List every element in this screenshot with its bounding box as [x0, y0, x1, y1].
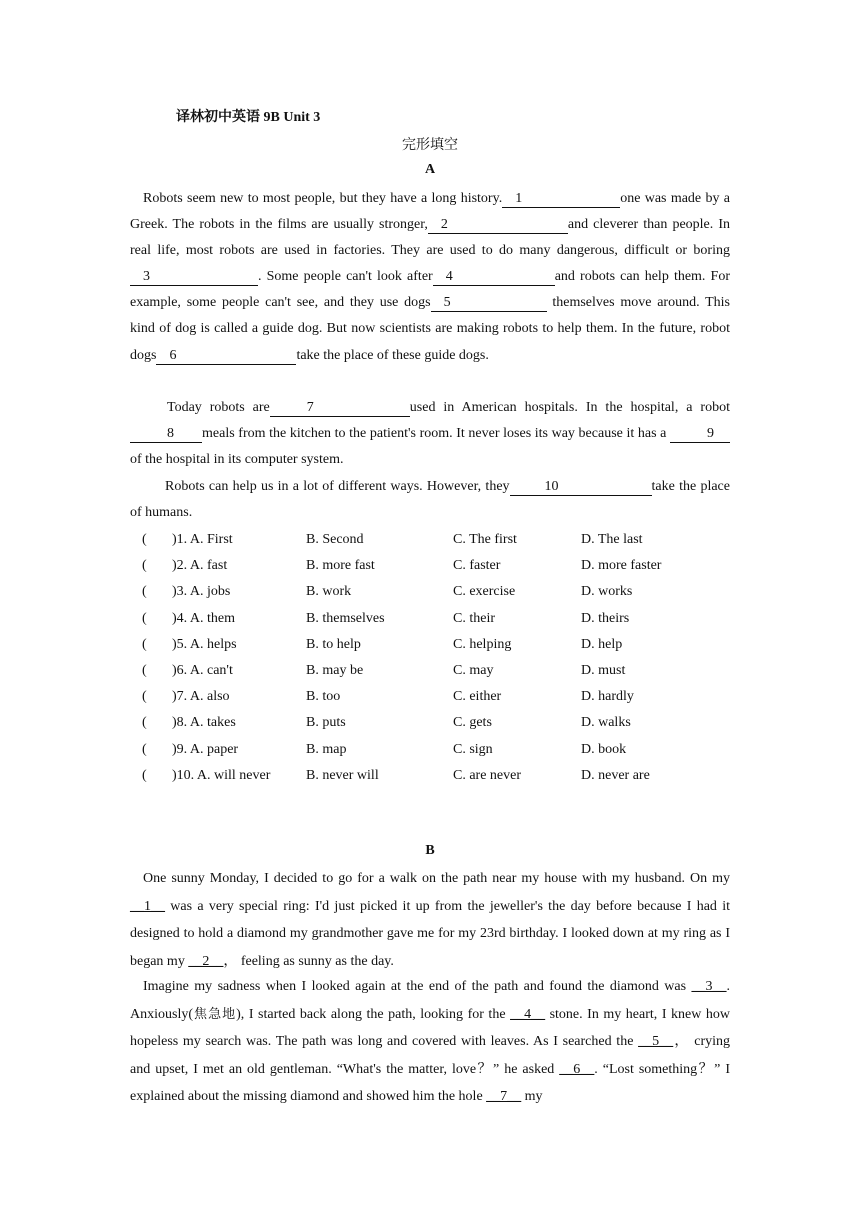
blank-b7: __7__: [486, 1089, 522, 1104]
blank-8: 8: [130, 426, 202, 443]
question-row: ( )10. A. will never B. never will C. are never D. never are: [142, 767, 650, 783]
section-a-paragraph-1: Robots seem new to most people, but they have a long history. 1 one was made by a Greek. The robots in the films are usually stronger, 2 and cleverer than people. In real life, most robots are used in factories. They are used to do many dangerous, difficult or boring3 . Some people can't look after 4 and robots can help them. For example, some people can't see, and they use dogs 5 themselves move around. This kind of dog is called a guide dog. But now scientists are making robots to help them. In the future, robot dogs 6 take the place of these guide dogs.: [130, 191, 731, 363]
answer-paren[interactable]: (: [142, 767, 147, 783]
section-a-paragraph-2: Today robots are 7 used in American hospitals. In the hospital, a robot 8 meals from the kitchen to the patient's room. It never loses its way because it has a 9of the hospital in its computer system.: [130, 400, 730, 468]
blank-b4: __4__: [510, 1006, 546, 1022]
blank-1: 1: [502, 191, 620, 208]
blank-4: 4: [433, 269, 555, 286]
question-row: ( )5. A. helps B. to help C. helping D. help: [142, 636, 623, 652]
answer-paren[interactable]: (: [142, 715, 147, 731]
section-a-label: A: [424, 162, 436, 177]
page-title: 完形填空: [402, 138, 458, 153]
question-row: ( )7. A. also B. too C. either D. hardly: [142, 689, 634, 705]
blank-b3: __3__: [691, 979, 727, 994]
question-row: ( )3. A. jobs B. work C. exercise D. works: [142, 584, 633, 600]
answer-paren[interactable]: (: [142, 584, 147, 600]
section-a-paragraph-3: Robots can help us in a lot of different ways. However, they 10 take the place of humans.: [130, 479, 730, 521]
question-row: ( )6. A. can't B. may be C. may D. must: [142, 663, 626, 679]
question-row: ( )1. A. First B. Second C. The first D. The last: [142, 532, 643, 548]
question-row: ( )8. A. takes B. puts C. gets D. walks: [142, 715, 631, 731]
blank-10: 10: [510, 479, 652, 496]
answer-paren[interactable]: (: [142, 689, 147, 705]
answer-paren[interactable]: (: [142, 610, 147, 626]
blank-6: 6: [156, 348, 296, 365]
answer-paren[interactable]: (: [142, 636, 147, 652]
answer-paren[interactable]: (: [142, 558, 147, 574]
question-row: ( )2. A. fast B. more fast C. faster D. more faster: [142, 558, 662, 574]
answer-paren[interactable]: (: [142, 532, 147, 548]
section-b-paragraph-1: One sunny Monday, I decided to go for a walk on the path near my house with my husband. On my __1__ was a very special ring: I'd just picked it up from the jeweller's the day before because I had it designed to hold a diamond my grandmother gave me for my 23rd birthday. I looked down at my ring as I began my __2__， feeling as sunny as the day.: [130, 871, 730, 969]
section-b-paragraph-2: Imagine my sadness when I looked again at the end of the path and found the diamond was __3__. Anxiously(焦急地), I started back along the path, looking for the __4__ stone. In my heart, I knew how hopeless my search was. The path was long and covered with leaves. As I searched the __5__， crying and upset, I met an old gentleman. “What's the matter, love？” he asked __6__. “Lost something？” I explained about the missing diamond and showed him the hole __7__ my: [130, 979, 731, 1104]
blank-7: 7: [270, 400, 410, 417]
document-header: 译林初中英语 9B Unit 3: [176, 110, 321, 125]
answer-paren[interactable]: (: [142, 663, 147, 679]
blank-b1: __1__: [130, 898, 165, 914]
answer-paren[interactable]: (: [142, 741, 147, 757]
blank-9: 9: [670, 426, 730, 443]
question-row: ( )4. A. them B. themselves C. their D. theirs: [142, 610, 630, 626]
blank-b5: __5__: [638, 1034, 674, 1049]
blank-2: 2: [428, 217, 568, 234]
blank-5: 5: [431, 295, 547, 312]
question-row: ( )9. A. paper B. map C. sign D. book: [142, 741, 627, 757]
blank-b2: __2__: [188, 953, 224, 969]
options-table: [142, 527, 741, 789]
section-b-label: B: [425, 843, 435, 858]
blank-3: 3: [130, 269, 258, 286]
blank-b6: __6__: [559, 1061, 595, 1077]
